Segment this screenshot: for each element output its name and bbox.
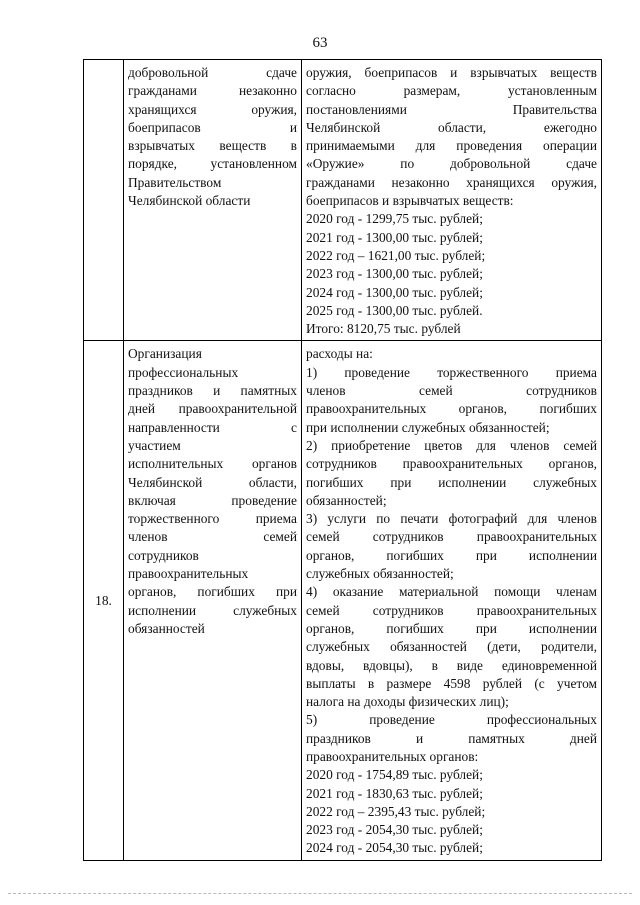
text-line: органов, погибших при [128,584,297,600]
text-line: боеприпасов и взрывчатых веществ: [306,193,514,209]
text-line: гражданами незаконно [128,83,297,99]
funding-cell [302,60,602,341]
text-line: 2023 год - 1300,00 тыс. рублей; [306,266,483,282]
text-line: органов, погибших при исполнении [306,547,597,563]
row-number-cell [84,60,124,341]
text-line: исполнительных органов [128,456,297,472]
text-line: расходы на: [306,346,373,362]
text-line: выплаты в размере 4598 рублей (с учетом [306,675,597,691]
text-line: 2022 год – 1621,00 тыс. рублей; [306,247,486,263]
text-line: 2024 год - 2054,30 тыс. рублей; [306,840,483,856]
text-line: взрывчатых веществ в [128,138,297,154]
text-line: направленности с [128,419,297,435]
table-row [84,341,602,860]
text-line: правоохранительных органов, погибших [306,401,597,417]
text-line: вдовы, вдовцы), в виде единовременной [306,657,597,673]
text-line: Челябинской области, ежегодно [306,119,597,135]
text-line: «Оружие» по добровольной сдаче [306,156,597,172]
text-line: постановлениями Правительства [306,101,597,117]
text-line: праздников и памятных [128,383,297,399]
text-line: обязанностей; [306,492,387,508]
text-line: гражданами незаконно хранящихся оружия, [306,174,597,190]
text-line: семей сотрудников правоохранительных [306,602,597,618]
text-line: 2020 год - 1299,75 тыс. рублей; [306,211,483,227]
text-line: участием [128,437,181,453]
text-line: при исполнении служебных обязанностей; [306,419,550,435]
text-line: дней правоохранительной [128,401,297,417]
funding-cell [302,341,602,860]
text-line: членов семей [128,529,297,545]
text-line: оружия, боеприпасов и взрывчатых веществ [306,65,597,80]
text-line: боеприпасов и [128,119,297,135]
text-line: 2025 год - 1300,00 тыс. рублей. [306,302,483,318]
text-line: Итого: 8120,75 тыс. рублей [306,321,461,337]
text-line: Правительством [128,174,222,190]
text-line: праздников и памятных дней [306,730,597,746]
text-line: порядке, установленном [128,156,297,172]
page-number: 63 [312,35,328,51]
text-line: торжественного приема [128,511,297,527]
text-line: принимаемыми для проведения операции [306,138,597,154]
text-line: профессиональных [128,364,239,380]
text-line: членов семей сотрудников [306,383,597,399]
text-line: 4) оказание материальной помощи членам [306,584,597,600]
text-line: Челябинской области, [128,474,297,490]
text-line: погибших при исполнении служебных [306,474,597,490]
text-line: 2022 год – 2395,43 тыс. рублей; [306,803,486,819]
text-line: исполнении служебных [128,602,297,618]
text-line: 2021 год - 1300,00 тыс. рублей; [306,229,483,245]
program-table [83,59,602,861]
text-line: Организация [128,346,202,362]
text-line: обязанностей [128,620,205,636]
table-row [84,60,602,341]
text-line: хранящихся оружия, [128,101,297,117]
text-line: правоохранительных органов: [306,748,479,764]
text-line: включая проведение [128,492,297,508]
text-line: 3) услуги по печати фотографий для членов [306,511,597,527]
text-line: 2023 год - 2054,30 тыс. рублей; [306,822,483,838]
text-line: налога на доходы физических лиц); [306,694,509,710]
row-number-cell: 18. [84,341,124,860]
text-line: семей сотрудников правоохранительных [306,529,597,545]
text-line: добровольной сдаче [128,65,297,80]
text-line: 2024 год - 1300,00 тыс. рублей; [306,284,483,300]
text-line: правоохранительных [128,566,249,582]
text-line: служебных обязанностей; [306,566,454,582]
text-line: согласно размерам, установленным [306,83,597,99]
text-line: служебных обязанностей (дети, родители, [306,639,597,655]
text-line: Челябинской области [128,193,251,209]
activity-cell [124,60,302,341]
text-line: 1) проведение торжественного приема [306,364,597,380]
text-line: 2021 год - 1830,63 тыс. рублей; [306,785,483,801]
text-line: сотрудников [128,547,199,563]
text-line: 2) приобретение цветов для членов семей [306,437,597,453]
page-edge-rule [8,893,632,894]
text-line: сотрудников правоохранительных органов, [306,456,597,472]
text-line: 5) проведение профессиональных [306,712,597,728]
activity-cell [124,341,302,860]
text-line: 2020 год - 1754,89 тыс. рублей; [306,767,483,783]
text-line: органов, погибших при исполнении [306,620,597,636]
